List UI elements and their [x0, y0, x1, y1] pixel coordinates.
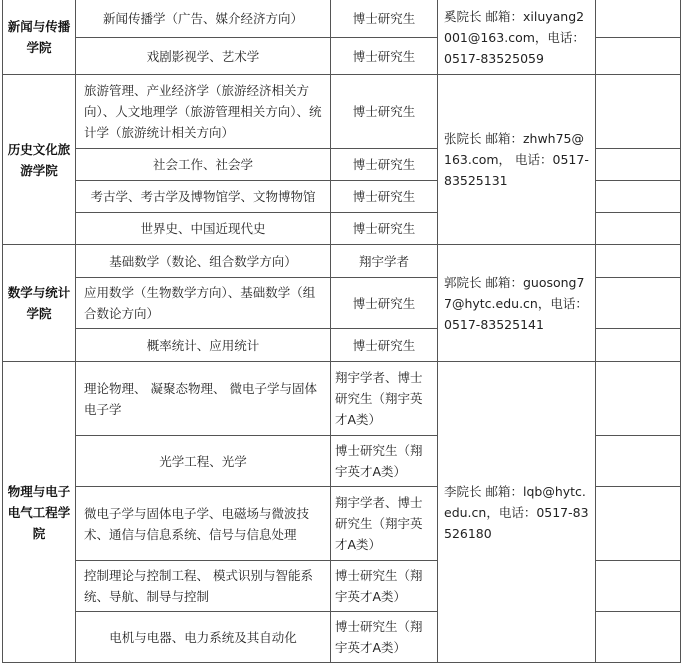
post-cell: 博士研究生: [331, 278, 438, 329]
contact-cell: 奚院长 邮箱：xiluyang2001@163.com，电话：0517-83525059: [438, 0, 596, 75]
major-cell: 旅游管理、产业经济学（旅游经济相关方向）、人文地理学（旅游管理相关方向）、统计学（旅游统计相关方向）: [76, 75, 331, 149]
major-cell: 微电子学与固体电子学、电磁场与微波技术、通信与信息系统、信号与信息处理: [76, 487, 331, 561]
table-row: [3, 245, 681, 278]
blank-cell: [596, 75, 681, 149]
blank-cell: [596, 38, 681, 75]
major-cell: 新闻传播学（广告、媒介经济方向）: [76, 0, 331, 38]
blank-cell: [596, 362, 681, 436]
blank-cell: [596, 329, 681, 362]
post-cell: 博士研究生: [331, 181, 438, 213]
blank-cell: [596, 149, 681, 181]
major-cell: 理论物理、 凝聚态物理、 微电子学与固体电子学: [76, 362, 331, 436]
contact-cell: 李院长 邮箱：lqb@hytc.edu.cn，电话：0517-83526180: [438, 362, 596, 663]
blank-cell: [596, 612, 681, 663]
college-name: 历史文化旅游学院: [3, 75, 76, 245]
blank-cell: [596, 245, 681, 278]
post-cell: 博士研究生（翔宇英才A类）: [331, 436, 438, 487]
major-cell: 基础数学（数论、组合数学方向）: [76, 245, 331, 278]
post-cell: 博士研究生（翔宇英才A类）: [331, 561, 438, 612]
blank-cell: [596, 278, 681, 329]
contact-cell: 张院长 邮箱：zhwh75@163.com， 电话：0517-83525131: [438, 75, 596, 245]
post-cell: 博士研究生: [331, 213, 438, 245]
post-cell: 博士研究生: [331, 38, 438, 75]
recruitment-table: [2, 0, 681, 663]
major-cell: 戏剧影视学、艺术学: [76, 38, 331, 75]
post-cell: 博士研究生: [331, 0, 438, 38]
post-cell: 博士研究生: [331, 149, 438, 181]
blank-cell: [596, 0, 681, 38]
post-cell: 博士研究生: [331, 329, 438, 362]
post-cell: 博士研究生（翔宇英才A类）: [331, 612, 438, 663]
blank-cell: [596, 487, 681, 561]
contact-cell: 郭院长 邮箱：guosong77@hytc.edu.cn，电话：0517-83525141: [438, 245, 596, 362]
major-cell: 社会工作、社会学: [76, 149, 331, 181]
major-cell: 应用数学（生物数学方向）、基础数学（组合数论方向）: [76, 278, 331, 329]
college-name: 数学与统计学院: [3, 245, 76, 362]
post-cell: 翔宇学者、博士研究生（翔宇英才A类）: [331, 362, 438, 436]
post-cell: 翔宇学者、博士研究生（翔宇英才A类）: [331, 487, 438, 561]
blank-cell: [596, 181, 681, 213]
college-name: 新闻与传播学院: [3, 0, 76, 75]
major-cell: 考古学、考古学及博物馆学、文物博物馆: [76, 181, 331, 213]
table-row: [3, 362, 681, 436]
post-cell: 博士研究生: [331, 75, 438, 149]
blank-cell: [596, 213, 681, 245]
major-cell: 光学工程、光学: [76, 436, 331, 487]
blank-cell: [596, 436, 681, 487]
major-cell: 电机与电器、电力系统及其自动化: [76, 612, 331, 663]
major-cell: 世界史、中国近现代史: [76, 213, 331, 245]
post-cell: 翔宇学者: [331, 245, 438, 278]
major-cell: 概率统计、应用统计: [76, 329, 331, 362]
table-row: [3, 75, 681, 149]
blank-cell: [596, 561, 681, 612]
table-row: [3, 0, 681, 38]
college-name: 物理与电子电气工程学院: [3, 362, 76, 663]
major-cell: 控制理论与控制工程、 模式识别与智能系统、导航、制导与控制: [76, 561, 331, 612]
